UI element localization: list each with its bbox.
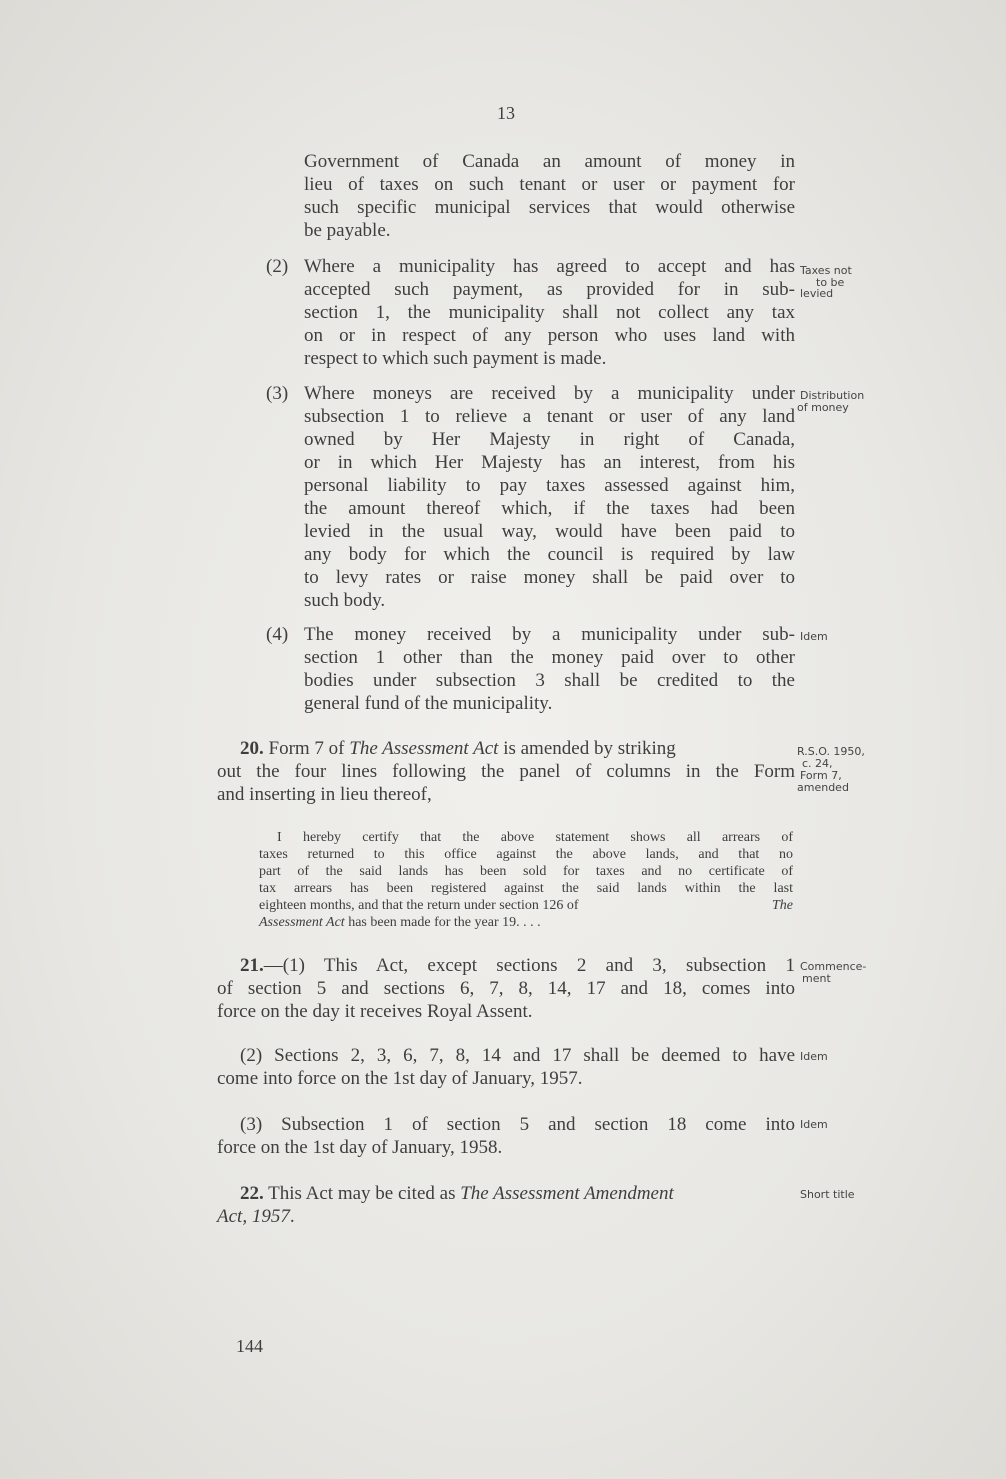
text-line: Where a municipality has agreed to accept and has <box>304 256 795 277</box>
text-line: tax arrears has been registered against the said lands within the last <box>259 881 793 896</box>
margin-note: to be <box>816 276 845 289</box>
margin-note: Idem <box>800 630 828 643</box>
text-line: The money received by a municipality under sub- <box>304 624 795 645</box>
text-line: subsection 1 to relieve a tenant or user of any land <box>304 406 795 427</box>
margin-note: levied <box>800 287 834 300</box>
text-line: taxes returned to this office against the above lands, and that no <box>259 847 793 862</box>
text-line: such specific municipal services that would otherwise <box>304 197 795 218</box>
margin-note: Distribution <box>800 389 865 402</box>
margin-note: Commence- <box>800 960 867 973</box>
section-21-line-1: 21. —(1) This Act, except sections 2 and 3, subsection 1 <box>240 955 795 976</box>
margin-note: of money <box>797 401 849 414</box>
act-title: The Assessment Act <box>349 738 499 759</box>
text-line: accepted such payment, as provided for in sub- <box>304 279 795 300</box>
text-line: bodies under subsection 3 shall be credited to the <box>304 670 795 691</box>
subsection-number: (3) <box>266 383 289 404</box>
margin-note: Short title <box>800 1188 855 1201</box>
section-22-line-1: 22. This Act may be cited as The Assessment Amendment <box>240 1183 674 1204</box>
text-line: respect to which such payment is made. <box>304 348 607 369</box>
text-line: personal liability to pay taxes assessed against him, <box>304 475 795 496</box>
page-number-bottom: 144 <box>236 1336 263 1356</box>
section-number: 20. <box>240 738 264 759</box>
subsection-number: (2) <box>266 256 289 277</box>
margin-note: c. 24, <box>802 757 833 770</box>
page-number-top: 13 <box>497 103 515 123</box>
text-line: any body for which the council is required by law <box>304 544 795 565</box>
margin-note: ment <box>802 972 831 985</box>
text-line: to levy rates or raise money shall be paid over to <box>304 567 795 588</box>
text-line: on or in respect of any person who uses land with <box>304 325 795 346</box>
text-line: the amount thereof which, if the taxes had been <box>304 498 795 519</box>
subsection-number: (4) <box>266 624 289 645</box>
margin-note: amended <box>797 781 849 794</box>
text-line: part of the said lands has been sold for taxes and no certificate of <box>259 864 793 879</box>
text-line: section 1, the municipality shall not collect any tax <box>304 302 795 323</box>
margin-note: Taxes not <box>800 264 852 277</box>
section-number: 22. <box>240 1183 264 1204</box>
text-line: general fund of the municipality. <box>304 693 553 714</box>
text-line: owned by Her Majesty in right of Canada, <box>304 429 795 450</box>
text-line: and inserting in lieu thereof, <box>217 784 432 805</box>
text-line: eighteen months, and that the return under section 126 of The <box>259 898 793 913</box>
text-line: or in which Her Majesty has an interest, from his <box>304 452 795 473</box>
text-line: (2) Sections 2, 3, 6, 7, 8, 14 and 17 shall be deemed to have <box>240 1045 795 1066</box>
text-line: out the four lines following the panel of columns in the Form <box>217 761 795 782</box>
text-line: force on the day it receives Royal Assent. <box>217 1001 533 1022</box>
text-line: (3) Subsection 1 of section 5 and section 18 come into <box>240 1114 795 1135</box>
margin-note: Idem <box>800 1050 828 1063</box>
text-line: section 1 other than the money paid over to other <box>304 647 795 668</box>
section-number: 21. <box>240 955 264 976</box>
act-title: Act, 1957 <box>217 1206 290 1227</box>
text-line: be payable. <box>304 220 391 241</box>
section-20-line-1: 20. Form 7 of The Assessment Act is amended by striking <box>240 738 676 759</box>
text-line: of section 5 and sections 6, 7, 8, 14, 17 and 18, comes into <box>217 978 795 999</box>
text-line: Government of Canada an amount of money in <box>304 151 795 172</box>
margin-note: Idem <box>800 1118 828 1131</box>
text-line: Act, 1957. <box>217 1206 295 1227</box>
text-line: Where moneys are received by a municipality under <box>304 383 795 404</box>
margin-note: R.S.O. 1950, <box>797 745 865 758</box>
text-line: such body. <box>304 590 386 611</box>
act-title: The Assessment Amendment <box>460 1183 674 1204</box>
act-title: Assessment Act <box>259 915 345 930</box>
text-line: I hereby certify that the above statement shows all arrears of <box>277 830 793 845</box>
text-line: levied in the usual way, would have been paid to <box>304 521 795 542</box>
text-line: come into force on the 1st day of January, 1957. <box>217 1068 583 1089</box>
margin-note: Form 7, <box>800 769 842 782</box>
text-line: Assessment Act has been made for the year 19. . . . <box>259 915 541 930</box>
text-line: force on the 1st day of January, 1958. <box>217 1137 503 1158</box>
text-line: lieu of taxes on such tenant or user or payment for <box>304 174 795 195</box>
